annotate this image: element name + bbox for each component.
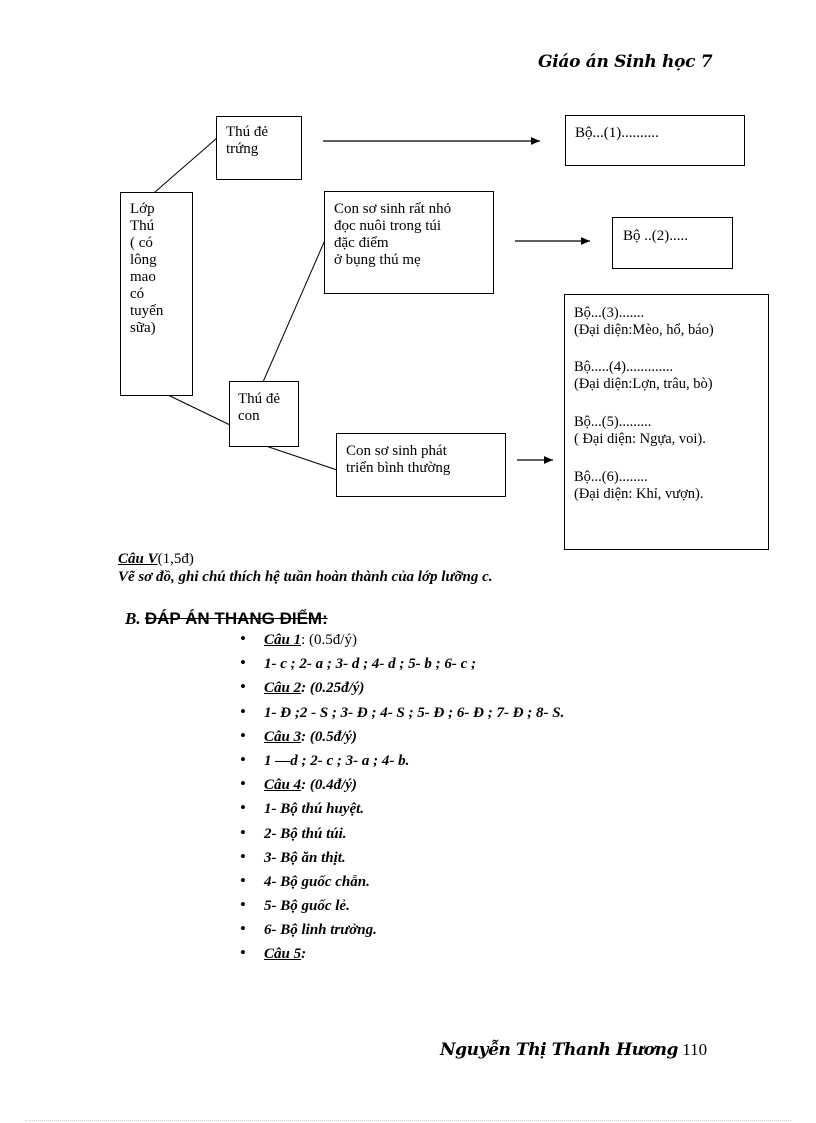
answer-text: 1- Bộ thú huyệt. — [264, 801, 365, 818]
thu-de-trung-line: trứng — [226, 141, 259, 157]
line-con-to-nho — [263, 240, 325, 382]
lop-thu-line: có — [130, 286, 145, 302]
bo-4-label: Bộ.....(4)............. — [574, 359, 674, 375]
bo-6-label: Bộ...(6)........ — [574, 469, 648, 485]
bo-6-representatives: (Đại diện: Khỉ, vượn). — [574, 486, 704, 502]
answer-points: : (0.5đ/ý) — [301, 632, 357, 648]
answer-item — [238, 894, 564, 918]
answer-item — [238, 797, 564, 821]
answer-label: Câu 1 — [264, 632, 302, 648]
box-bo-2 — [612, 217, 733, 269]
answer-item — [238, 918, 564, 942]
answer-item — [238, 822, 564, 846]
answer-text: 4- Bộ guốc chẵn. — [264, 873, 370, 890]
con-so-sinh-nho-line: ở bụng thú mẹ — [334, 252, 421, 268]
question-5-label: Câu V — [118, 551, 158, 567]
box-con-so-sinh-nho — [324, 191, 494, 294]
bo-3-label: Bộ...(3)....... — [574, 305, 645, 321]
answer-item — [238, 676, 564, 700]
con-so-sinh-nho-line: đọc nuôi trong túi — [334, 218, 442, 234]
answer-text: 6- Bộ linh trưởng. — [264, 922, 377, 939]
answer-label: Câu 5 — [264, 946, 302, 963]
question-5-points: (1,5đ) — [157, 551, 194, 567]
lop-thu-line: tuyến — [130, 303, 164, 319]
lop-thu-line: mao — [130, 269, 156, 285]
lop-thu-line: Thú — [130, 218, 155, 234]
answer-item — [238, 870, 564, 894]
answer-text: 1 —d ; 2- c ; 3- a ; 4- b. — [264, 752, 410, 769]
line-lopthu-to-trung — [155, 138, 217, 192]
thu-de-trung-line: Thú đẻ — [226, 124, 269, 140]
box-con-so-sinh-phat-trien — [336, 433, 506, 497]
lop-thu-line: lông — [130, 252, 157, 268]
answer-text: 3- Bộ ăn thịt. — [264, 849, 346, 866]
answer-item — [238, 749, 564, 773]
section-b-heading — [125, 609, 328, 629]
footer — [440, 1040, 707, 1060]
answer-label: Câu 2 — [264, 680, 302, 697]
box-thu-de-trung — [216, 116, 302, 180]
footer-author: Nguyễn Thị Thanh Hương — [440, 1040, 679, 1060]
con-so-sinh-phat-trien-line: Con sơ sinh phát — [346, 443, 447, 459]
box-bo-1 — [565, 115, 745, 166]
question-5 — [118, 550, 492, 586]
con-so-sinh-nho-line: đặc điểm — [334, 235, 389, 251]
answer-label: Câu 3 — [264, 728, 302, 745]
answer-text: 5- Bộ guốc lẻ. — [264, 898, 350, 915]
question-5-description: Vẽ sơ đồ, ghi chú thích hệ tuần hoàn thành của lớp lưỡng c. — [118, 569, 493, 585]
bo-4-representatives: (Đại diện:Lợn, trâu, bò) — [574, 376, 713, 392]
page-bottom-divider — [25, 1120, 791, 1121]
line-con-to-phattrien — [263, 445, 337, 470]
line-lopthu-to-con — [168, 395, 230, 425]
bo-2-label: Bộ ..(2)..... — [623, 228, 688, 244]
answer-item — [238, 725, 564, 749]
footer-page-number: 110 — [682, 1040, 708, 1059]
answer-list — [238, 628, 564, 967]
lop-thu-line: sữa) — [130, 320, 156, 336]
box-bo-group — [564, 294, 769, 550]
answer-text: 1- c ; 2- a ; 3- d ; 4- d ; 5- b ; 6- c ; — [264, 656, 477, 673]
answer-points: : (0.5đ/ý) — [301, 728, 357, 745]
answer-item — [238, 652, 564, 676]
answer-item — [238, 628, 564, 652]
bo-5-representatives: ( Đại diện: Ngựa, voi). — [574, 431, 706, 447]
box-thu-de-con — [229, 381, 299, 447]
bo-1-label: Bộ...(1).......... — [575, 125, 659, 141]
box-lop-thu — [120, 192, 193, 396]
answer-item — [238, 701, 564, 725]
answer-item — [238, 846, 564, 870]
lop-thu-line: Lớp — [130, 201, 155, 217]
answer-text: 1- Đ ;2 - S ; 3- Đ ; 4- S ; 5- Đ ; 6- Đ ; 7- Đ ; 8- S. — [264, 704, 565, 721]
con-so-sinh-phat-trien-line: triển bình thường — [346, 460, 451, 476]
answer-points: : (0.4đ/ý) — [301, 777, 357, 794]
con-so-sinh-nho-line: Con sơ sinh rất nhỏ — [334, 201, 452, 217]
bo-5-label: Bộ...(5)......... — [574, 414, 652, 430]
answer-points: : (0.25đ/ý) — [301, 680, 365, 697]
lop-thu-line: ( có — [130, 235, 153, 251]
header-title: Giáo án Sinh học 7 — [538, 52, 713, 72]
answer-points: : — [301, 946, 307, 963]
answer-text: 2- Bộ thú túi. — [264, 825, 347, 842]
answer-label: Câu 4 — [264, 777, 302, 794]
answer-item — [238, 773, 564, 797]
section-b-prefix: B. — [125, 609, 145, 628]
section-b-title: ĐÁP ÁN THANG ĐIỂM: — [144, 609, 328, 628]
thu-de-con-line: Thú đẻ — [238, 391, 281, 407]
bo-3-representatives: (Đại diện:Mèo, hổ, báo) — [574, 322, 714, 338]
answer-item — [238, 942, 564, 966]
thu-de-con-line: con — [238, 408, 260, 424]
